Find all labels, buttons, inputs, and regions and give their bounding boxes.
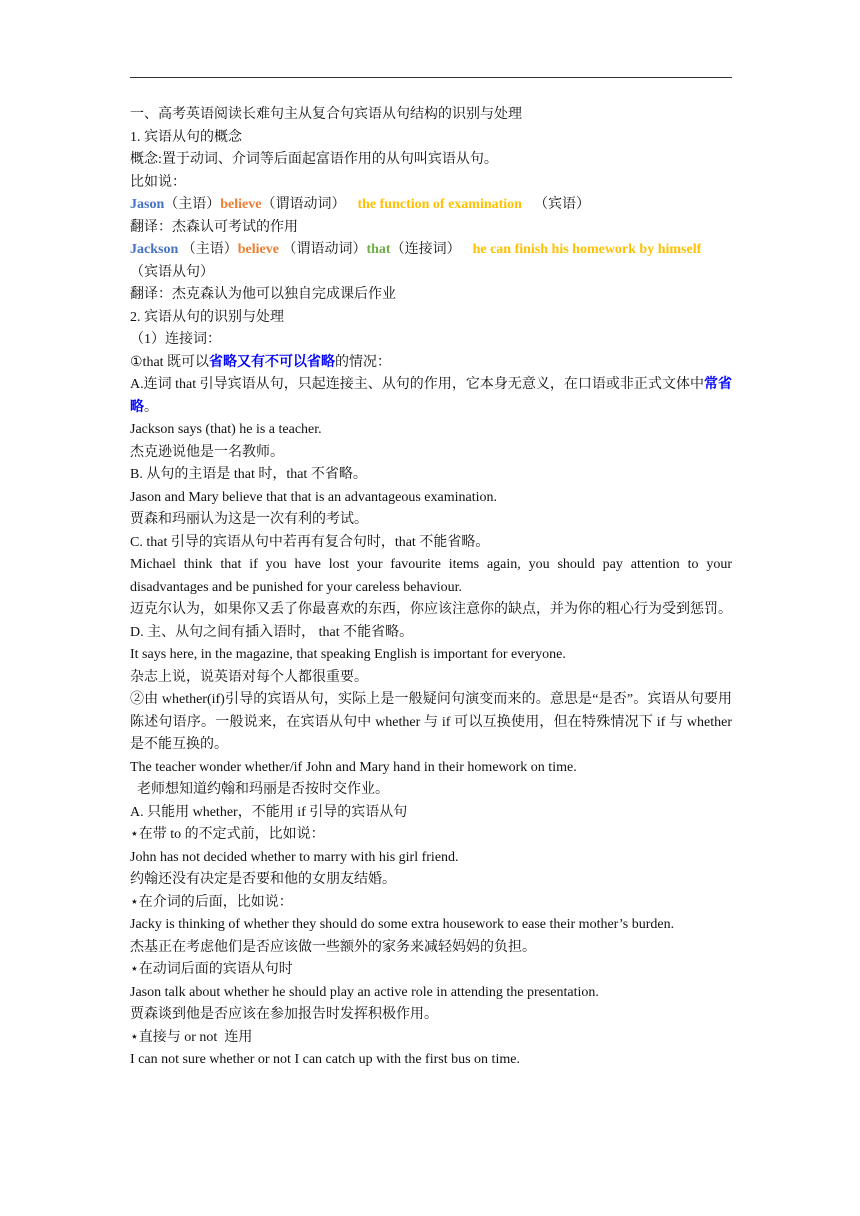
highlight-text: 省略又有不可以省略 bbox=[209, 354, 336, 370]
point-a: A.连词 that 引导宾语从句，只起连接主、从句的作用，它本身无意义，在口语或非正式文体中常省略。 bbox=[130, 377, 732, 415]
example-en: It says here, in the magazine, that speaking English is important for everyone. bbox=[130, 647, 566, 662]
example-en: Jacky is thinking of whether they should do some extra housework to ease their mother’s burden. bbox=[130, 917, 675, 932]
highlight-text: 常省略 bbox=[130, 377, 732, 415]
example-en: The teacher wonder whether/if John and Mary hand in their homework on time. bbox=[130, 759, 577, 775]
point-b: B. 从句的主语是 that 时，that 不省略。 bbox=[130, 467, 367, 482]
example-en: Jason talk about whether he should play an active role in attending the presentation. bbox=[130, 984, 599, 1000]
subsection-title: 1. 宾语从句的概念 bbox=[130, 129, 242, 145]
example-zh: 贾森谈到他是否应该在参加报告时发挥积极作用。 bbox=[130, 1007, 438, 1022]
example-en: Michael think that if you have lost your favourite items again, you should pay attention to your disadvantages and be punished for your careless behaviour. bbox=[130, 557, 732, 595]
object-clause-role: （宾语从句） bbox=[130, 264, 214, 280]
subject-word: Jason bbox=[130, 197, 165, 212]
example-en: Jason and Mary believe that that is an advantageous examination. bbox=[130, 489, 498, 505]
verb-word: believe bbox=[237, 242, 279, 257]
object-phrase: the function of examination bbox=[357, 197, 522, 212]
subject-role: （主语） bbox=[178, 242, 238, 257]
subject-word: Jackson bbox=[130, 242, 179, 257]
example-en: John has not decided whether to marry with his girl friend. bbox=[130, 849, 459, 865]
header-rule bbox=[130, 77, 732, 78]
example-zh: 杰克逊说他是一名教师。 bbox=[130, 444, 284, 460]
example-zh: 迈克尔认为，如果你又丢了你最喜欢的东西，你应该注意你的缺点，并为你的粗心行为受到惩罚。 bbox=[130, 602, 732, 617]
verb-role: （谓语动词） bbox=[261, 197, 346, 212]
section-heading: 一、高考英语阅读长难句主从复合句宾语从句结构的识别与处理 bbox=[130, 107, 522, 122]
example-en: I can not sure whether or not I can catch up with the first bus on time. bbox=[130, 1052, 520, 1067]
point-d: D. 主、从句之间有插入语时， that 不能省略。 bbox=[130, 624, 414, 640]
example-zh: 杂志上说，说英语对每个人都很重要。 bbox=[130, 669, 368, 685]
example-sentence-2 bbox=[130, 239, 732, 284]
translation-1: 翻译：杰森认可考试的作用 bbox=[130, 219, 298, 235]
definition-text: 概念:置于动词、介词等后面起富语作用的从句叫宾语从句。 bbox=[130, 152, 498, 167]
star-item: ⋆在带 to 的不定式前，比如说： bbox=[130, 827, 325, 842]
star-item: ⋆在介词的后面，比如说： bbox=[130, 894, 293, 910]
verb-word: believe bbox=[220, 197, 262, 212]
point-c: C. that 引导的宾语从句中若再有复合句时，that 不能省略。 bbox=[130, 534, 490, 550]
point-whether: ②由 whether(if)引导的宾语从句，实际上是一般疑问句演变而来的。意思是“是否”。宾语从句要用陈述句语序。一般说来，在宾语从句中 whether 与 if 可以互换使用，但在特殊情况下 if 与 whether 是不能互换的。 bbox=[130, 692, 732, 752]
connector-word: that bbox=[366, 242, 391, 257]
point-a2: A. 只能用 whether，不能用 if 引导的宾语从句 bbox=[130, 804, 408, 820]
object-clause: he can finish his homework by himself bbox=[472, 242, 702, 257]
example-zh: 贾森和玛丽认为这是一次有利的考试。 bbox=[130, 512, 368, 527]
verb-role: （谓语动词） bbox=[278, 242, 367, 257]
star-item: ⋆在动词后面的宾语从句时 bbox=[130, 962, 293, 977]
example-intro: 比如说： bbox=[130, 174, 186, 190]
connector-heading: （1）连接词： bbox=[130, 332, 221, 347]
subsection-title: 2. 宾语从句的识别与处理 bbox=[130, 309, 284, 325]
example-sentence-1 bbox=[130, 194, 732, 217]
translation-2: 翻译：杰克森认为他可以独自完成课后作业 bbox=[130, 287, 396, 302]
document-body bbox=[130, 104, 732, 1072]
point-that: ①that 既可以省略又有不可以省略的情况： bbox=[130, 354, 392, 370]
example-zh: 约翰还没有决定是否要和他的女朋友结婚。 bbox=[130, 872, 396, 887]
subject-role: （主语） bbox=[164, 197, 221, 212]
example-zh: 老师想知道约翰和玛丽是否按时交作业。 bbox=[130, 782, 389, 797]
example-en: Jackson says (that) he is a teacher. bbox=[130, 422, 322, 437]
star-item: ⋆直接与 or not 连用 bbox=[130, 1029, 253, 1045]
object-role: （宾语） bbox=[533, 197, 590, 212]
connector-role: （连接词） bbox=[390, 242, 461, 257]
example-zh: 杰基正在考虑他们是否应该做一些额外的家务来减轻妈妈的负担。 bbox=[130, 939, 536, 955]
